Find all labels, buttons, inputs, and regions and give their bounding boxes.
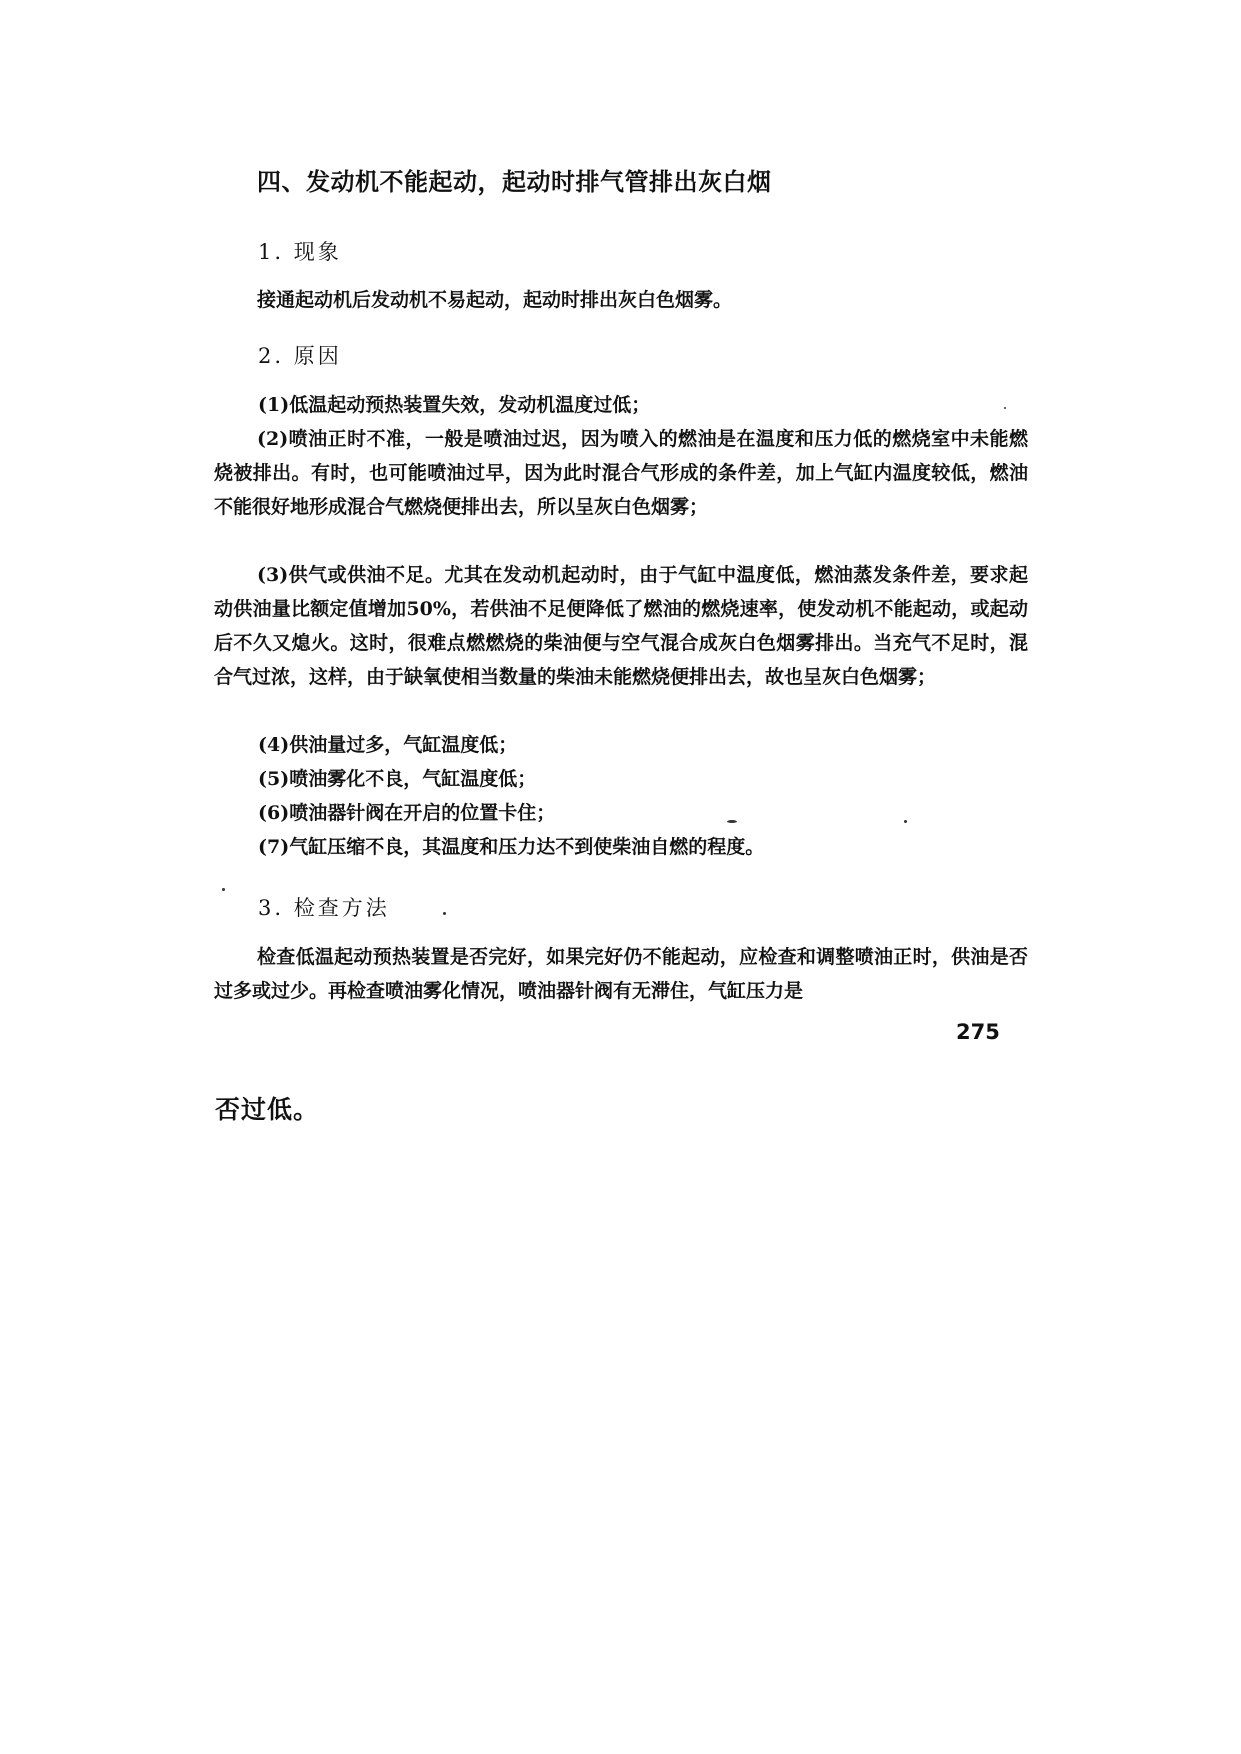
cause-item-7: (7)气缸压缩不良，其温度和压力达不到使柴油自燃的程度。 [258,836,765,858]
scan-speck [904,820,907,823]
paragraph-phenomenon: 接通起动机后发动机不易起动，起动时排出灰白色烟雾。 [257,289,733,311]
cause-item-1: (1)低温起动预热装置失效，发动机温度过低； [258,394,651,416]
scan-speck [1004,407,1006,409]
paragraph-inspection: 检查低温起动预热装置是否完好，如果完好仍不能起动，应检查和调整喷油正时，供油是否过多或过少。再检查喷油雾化情况，喷油器针阀有无滞住，气缸压力是 [214,946,1028,1002]
page-number: 275 [956,1020,1000,1044]
scan-speck [727,820,737,823]
scan-speck [443,912,446,915]
cause-item-6: (6)喷油器针阀在开启的位置卡住； [258,802,556,824]
cause-item-2: (2)喷油正时不准，一般是喷油过迟，因为喷入的燃油是在温度和压力低的燃烧室中未能燃烧被排出。有时，也可能喷油过早，因为此时混合气形成的条件差，加上气缸内温度较低，燃油不能很好地形成混合气燃烧便排出去，所以呈灰白色烟雾； [214,428,1028,518]
continuation-text: 否过低。 [215,1095,320,1124]
section-heading: 四、发动机不能起动，起动时排气管排出灰白烟 [257,168,772,196]
scan-speck [222,888,225,891]
subhead-inspection: 3. 检查方法 [258,896,390,920]
cause-item-5: (5)喷油雾化不良，气缸温度低； [258,768,537,790]
subhead-causes: 2. 原因 [258,344,342,368]
subhead-phenomenon: 1. 现象 [258,240,342,264]
cause-item-4: (4)供油量过多，气缸温度低； [258,734,518,756]
cause-item-3: (3)供气或供油不足。尤其在发动机起动时，由于气缸中温度低，燃油蒸发条件差，要求起动供油量比额定值增加50%，若供油不足便降低了燃油的燃烧速率，使发动机不能起动，或起动后不久又熄火。这时，很难点燃燃烧的柴油便与空气混合成灰白色烟雾排出。当充气不足时，混合气过浓，这样，由于缺氧使相当数量的柴油未能燃烧便排出去，故也呈灰白色烟雾； [214,564,1028,688]
